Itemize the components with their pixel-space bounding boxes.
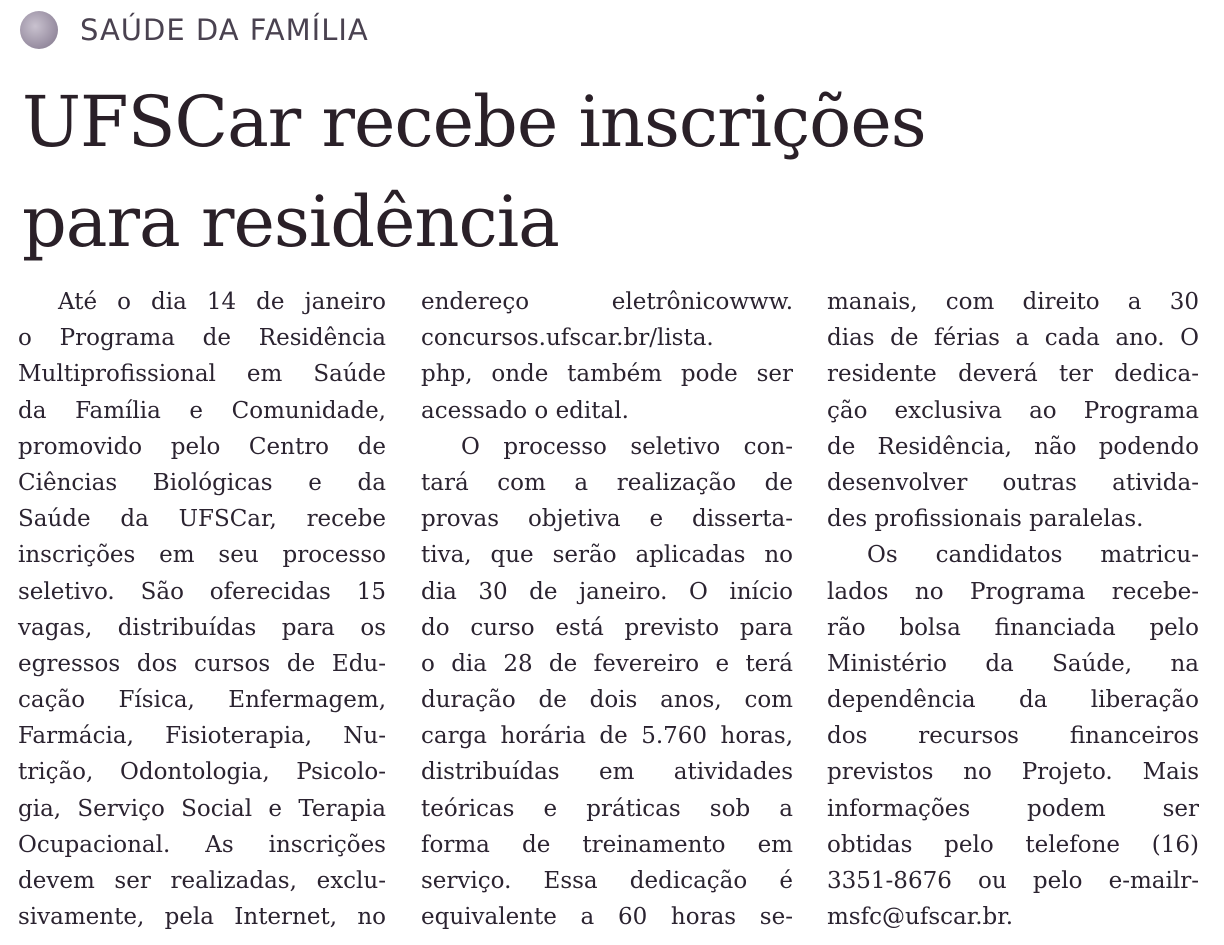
text-line: previstos no Projeto. Mais bbox=[827, 759, 1199, 786]
text-line: inscrições em seu processo bbox=[18, 542, 386, 569]
text-line: teóricas e práticas sob a bbox=[421, 795, 793, 822]
text-line: sivamente, pela Internet, no bbox=[18, 904, 386, 931]
text-line: Multiprofissional em Saúde bbox=[18, 361, 386, 388]
text-line: dia 30 de janeiro. O início bbox=[421, 578, 793, 605]
text-line: da Família e Comunidade, bbox=[18, 397, 386, 424]
text-line: Os candidatos matricu- bbox=[867, 542, 1199, 569]
text-line: duração de dois anos, com bbox=[421, 687, 793, 714]
headline-line-2: para residência bbox=[22, 181, 559, 263]
text-line: desenvolver outras ativida- bbox=[827, 469, 1199, 496]
text-line: informações podem ser bbox=[827, 795, 1199, 822]
circle-bullet-icon bbox=[20, 11, 58, 49]
text-line: Saúde da UFSCar, recebe bbox=[18, 506, 386, 533]
article-headline bbox=[22, 72, 1212, 272]
section-kicker bbox=[20, 8, 369, 52]
text-line: o dia 28 de fevereiro e terá bbox=[421, 650, 793, 677]
text-line: gia, Serviço Social e Terapia bbox=[18, 795, 386, 822]
text-line: forma de treinamento em bbox=[421, 831, 793, 858]
text-line: dos recursos financeiros bbox=[827, 723, 1199, 750]
text-line: carga horária de 5.760 horas, bbox=[421, 723, 793, 750]
text-line: tará com a realização de bbox=[421, 469, 793, 496]
text-line: vagas, distribuídas para os bbox=[18, 614, 386, 641]
text-line: dependência da liberação bbox=[827, 687, 1199, 714]
text-line: manais, com direito a 30 bbox=[827, 289, 1199, 315]
article-column-3 bbox=[827, 284, 1199, 935]
text-line: lados no Programa recebe- bbox=[827, 578, 1199, 605]
text-line: serviço. Essa dedicação é bbox=[421, 868, 793, 894]
text-line: dias de férias a cada ano. O bbox=[827, 325, 1199, 352]
text-line: devem ser realizadas, exclu- bbox=[18, 868, 386, 894]
text-line: Farmácia, Fisioterapia, Nu- bbox=[18, 723, 386, 750]
text-line: do curso está previsto para bbox=[421, 614, 793, 641]
text-line: acessado o edital. bbox=[421, 397, 629, 424]
text-line: seletivo. São oferecidas 15 bbox=[18, 578, 386, 605]
text-line: o Programa de Residência bbox=[18, 325, 386, 352]
text-line: rão bolsa financiada pelo bbox=[827, 614, 1199, 641]
text-line: concursos.ufscar.br/lista. bbox=[421, 325, 714, 352]
text-line: cação Física, Enfermagem, bbox=[18, 687, 386, 714]
text-line: trição, Odontologia, Psicolo- bbox=[18, 759, 386, 786]
text-line: de Residência, não podendo bbox=[827, 433, 1199, 460]
text-line: Ocupacional. As inscrições bbox=[18, 831, 386, 858]
article-column-1 bbox=[18, 284, 386, 935]
text-line: tiva, que serão aplicadas no bbox=[421, 542, 793, 569]
text-line: O processo seletivo con- bbox=[461, 433, 793, 460]
text-line: des profissionais paralelas. bbox=[827, 506, 1144, 533]
text-line: egressos dos cursos de Edu- bbox=[18, 650, 386, 677]
text-line: promovido pelo Centro de bbox=[18, 433, 386, 460]
text-line: residente deverá ter dedica- bbox=[827, 361, 1199, 388]
text-line: provas objetiva e disserta- bbox=[421, 506, 793, 533]
text-line: Até o dia 14 de janeiro bbox=[58, 289, 386, 315]
text-line: Ministério da Saúde, na bbox=[827, 650, 1199, 677]
text-line: ção exclusiva ao Programa bbox=[827, 397, 1199, 424]
article-column-2 bbox=[421, 284, 793, 935]
headline-line-1: UFSCar recebe inscrições bbox=[22, 81, 926, 163]
text-line: equivalente a 60 horas se- bbox=[421, 904, 793, 931]
section-label: SAÚDE DA FAMÍLIA bbox=[80, 13, 369, 47]
text-line: msfc@ufscar.br. bbox=[827, 904, 1014, 931]
text-line: distribuídas em atividades bbox=[421, 759, 793, 786]
text-line: obtidas pelo telefone (16) bbox=[827, 831, 1199, 858]
text-line: Ciências Biológicas e da bbox=[18, 469, 386, 496]
text-line: endereço eletrônicowww. bbox=[421, 289, 793, 315]
text-line: 3351-8676 ou pelo e-mailr- bbox=[827, 868, 1199, 894]
text-line: php, onde também pode ser bbox=[421, 361, 793, 388]
